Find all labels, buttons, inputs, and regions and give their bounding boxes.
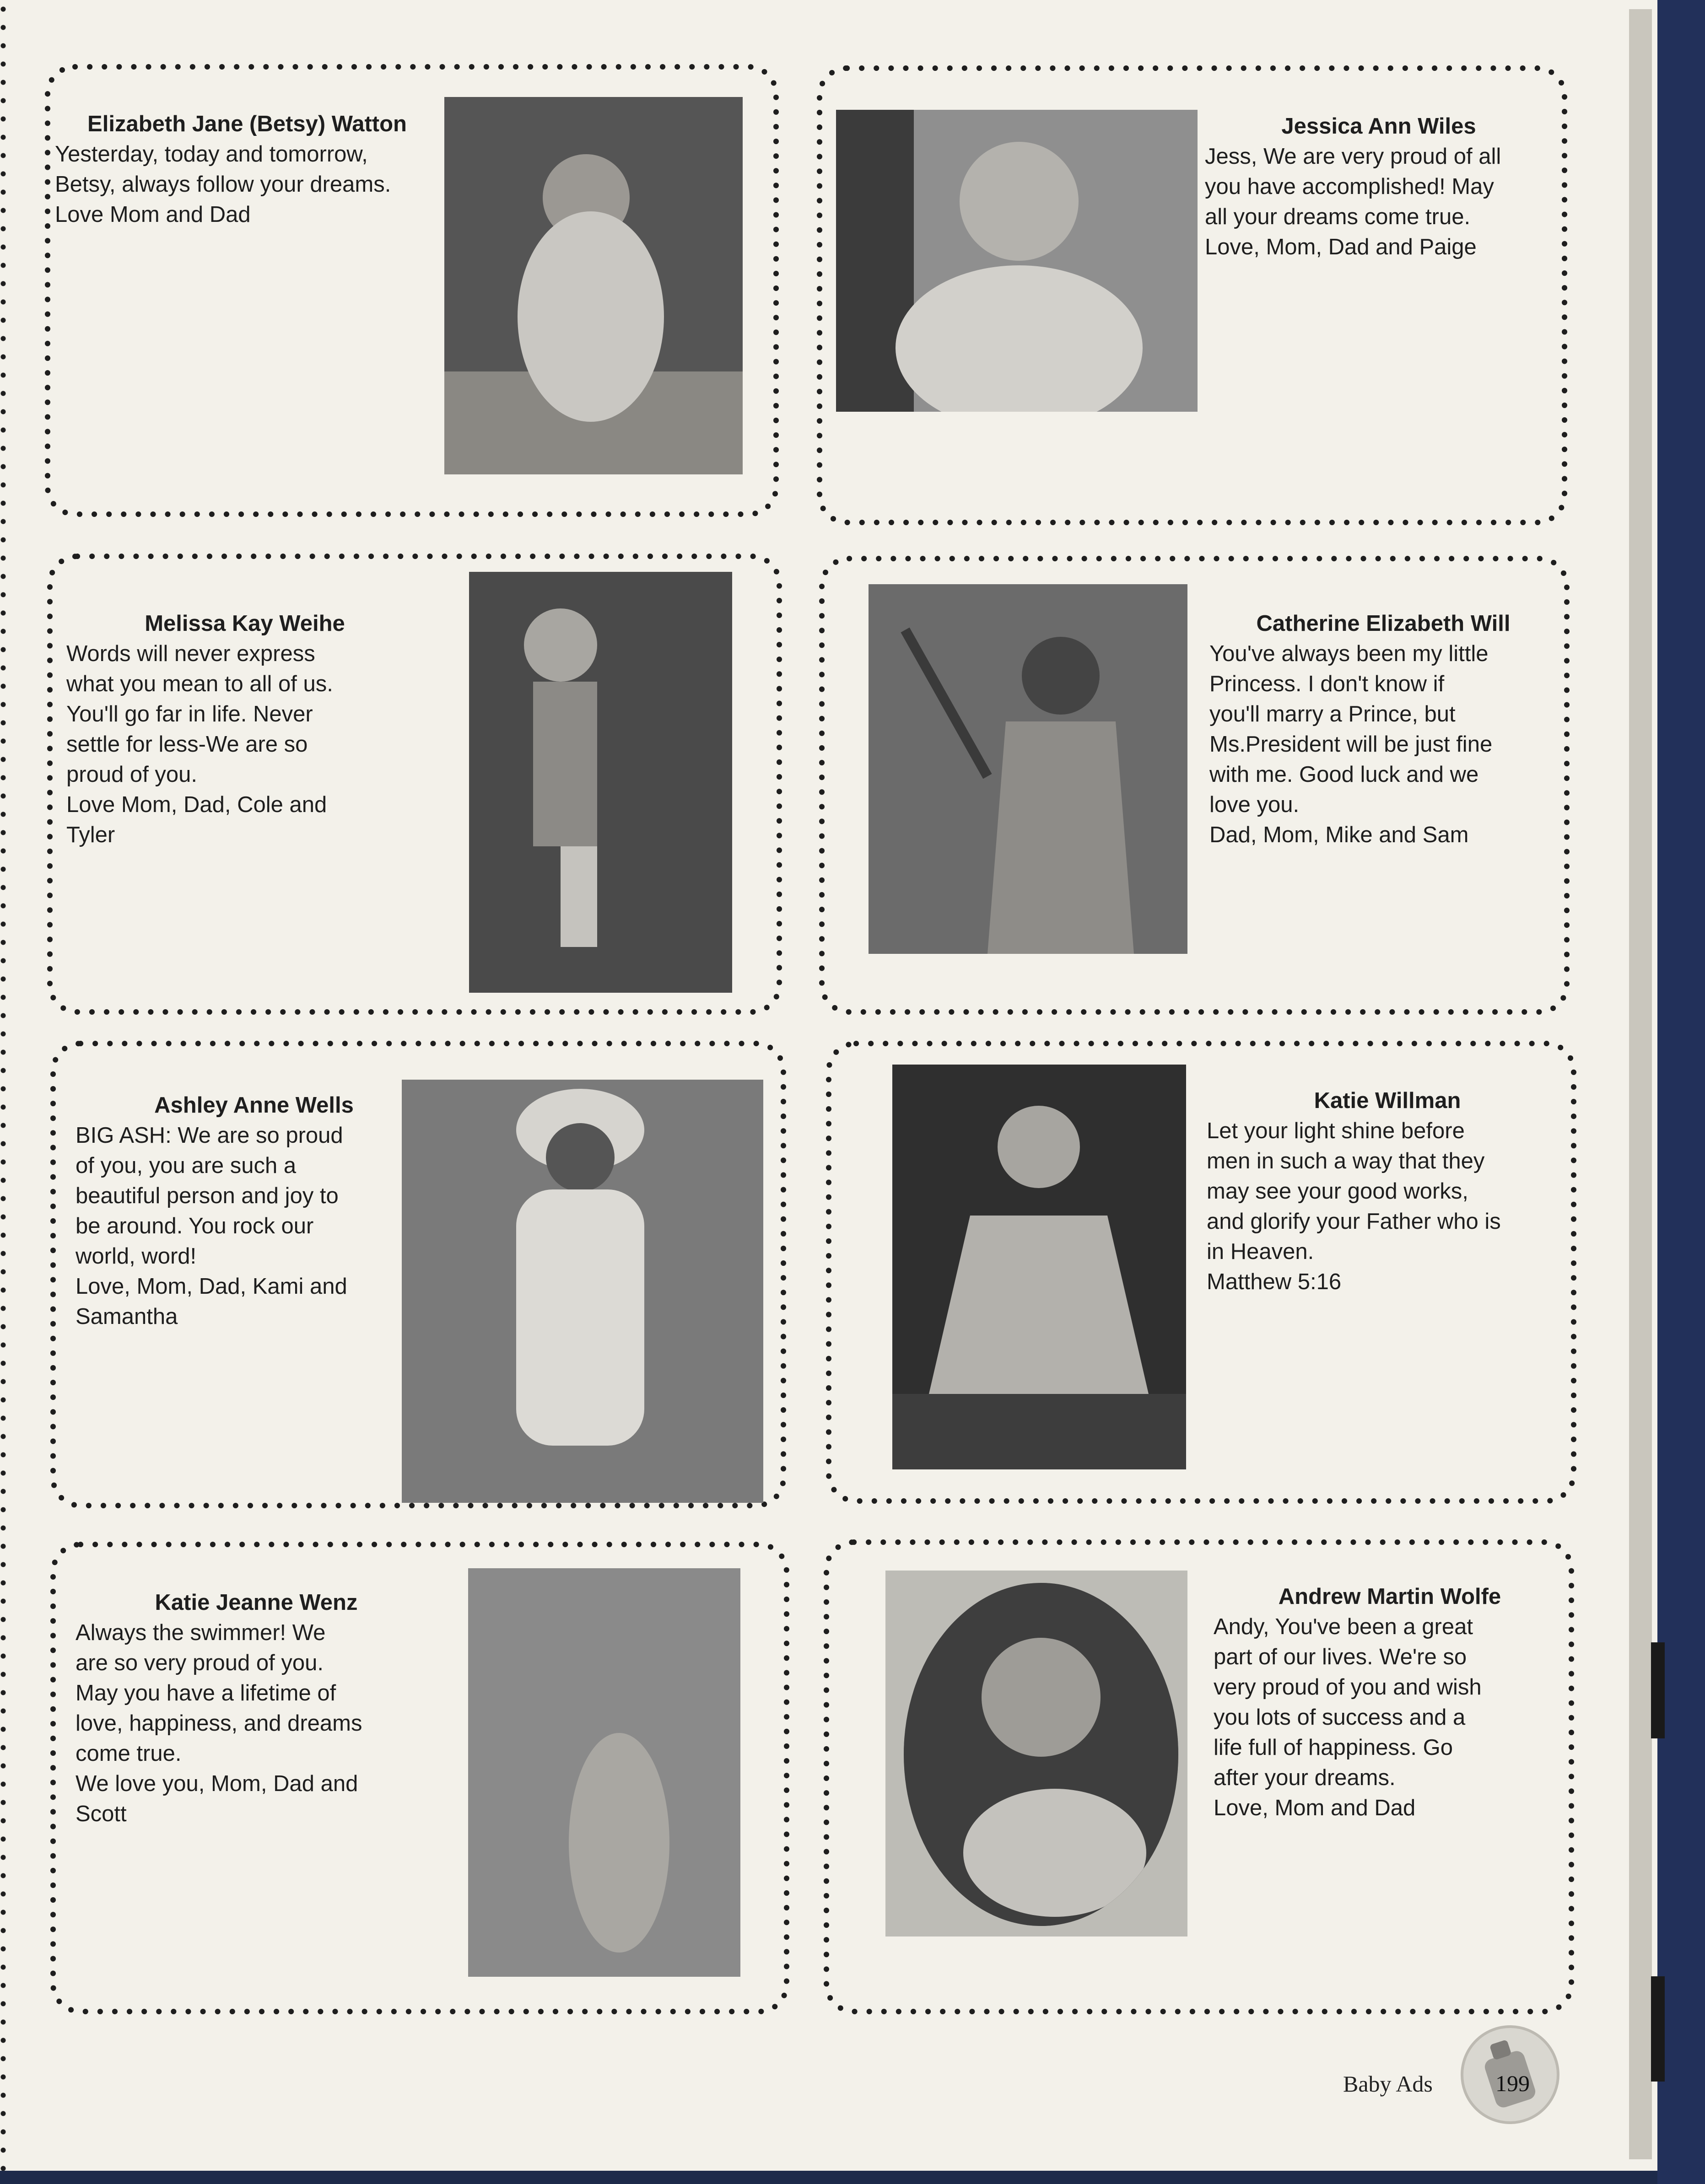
page-number: 199 [1495,2071,1530,2096]
ad-message-line: you have accomplished! May [1205,174,1494,199]
ad-name: Ashley Anne Wells [154,1093,354,1118]
baby-ad-card [826,1041,1576,1504]
baby-ad-card [824,1539,1574,2014]
baby-photo [904,1583,1178,1926]
baby-photo [468,1568,740,1977]
ad-message-line: are so very proud of you. [76,1651,324,1675]
ad-message-line: life full of happiness. Go [1214,1735,1453,1760]
ad-name: Catherine Elizabeth Will [1256,611,1511,636]
ad-text [66,608,423,850]
ad-message-line: Love, Mom, Dad and Paige [1205,235,1477,259]
ad-message-line: what you mean to all of us. [66,672,333,696]
ad-message-line: men in such a way that they [1207,1149,1485,1173]
ad-message-line: Samantha [76,1304,178,1329]
ad-message-line: proud of you. [66,762,198,787]
ad-message-line: love, happiness, and dreams [76,1711,362,1736]
baby-photo [892,1065,1186,1469]
ad-message-line: Love Mom, Dad, Cole and [66,792,327,817]
ad-message-line: Love Mom and Dad [55,202,251,227]
ad-message-line: be around. You rock our [76,1214,314,1238]
ad-name: Elizabeth Jane (Betsy) Watton [87,112,407,136]
baby-ad-card [45,64,779,517]
ad-message-line: may see your good works, [1207,1179,1468,1204]
ad-message-line: settle for less-We are so [66,732,308,757]
baby-photo [469,572,732,993]
ad-name: Katie Jeanne Wenz [155,1590,358,1615]
ad-message-line: you'll marry a Prince, but [1209,702,1456,726]
ad-message-line: Scott [76,1802,127,1826]
ad-message-line: Ms.President will be just fine [1209,732,1493,757]
ad-message-line: You've always been my little [1209,641,1489,666]
ad-message-line: come true. [76,1741,182,1766]
ad-message-line: Yesterday, today and tomorrow, [55,142,368,167]
baby-ad-card [50,1041,786,1508]
baby-ad-card [817,65,1567,525]
ad-message-line: Love, Mom, Dad, Kami and [76,1274,347,1299]
ad-message-line: Jess, We are very proud of all [1205,144,1501,169]
baby-ad-card [50,1542,789,2014]
ad-message-line: Tyler [66,823,115,847]
ad-name: Katie Willman [1314,1088,1461,1113]
ad-message-line: You'll go far in life. Never [66,702,313,726]
ad-message-line: Matthew 5:16 [1207,1270,1342,1294]
baby-photo [444,97,743,474]
ad-message-line: Betsy, always follow your dreams. [55,172,391,197]
ad-message-line: Words will never express [66,641,315,666]
baby-photo [402,1080,763,1503]
ad-message-line: beautiful person and joy to [76,1183,339,1208]
ad-text [55,109,439,230]
ad-text [1205,111,1553,262]
ad-message-line: We love you, Mom, Dad and [76,1771,358,1796]
ad-message-line: Andy, You've been a great [1214,1614,1473,1639]
ad-message-line: in Heaven. [1207,1239,1314,1264]
ad-message-line: Dad, Mom, Mike and Sam [1209,823,1469,847]
binding-mark [1651,1642,1665,1738]
ad-name: Melissa Kay Weihe [145,611,345,636]
ad-message-line: Let your light shine before [1207,1119,1465,1143]
ad-message-line: and glorify your Father who is [1207,1209,1501,1234]
ad-message-line: part of our lives. We're so [1214,1645,1467,1669]
baby-ad-card [819,556,1570,1015]
ad-message-line: Always the swimmer! We [76,1620,326,1645]
ad-message-line: love you. [1209,792,1300,817]
ad-message-line: very proud of you and wish [1214,1675,1482,1700]
ad-message-line: with me. Good luck and we [1209,762,1479,787]
baby-photo [836,110,1198,412]
binding-mark [1651,1976,1665,2082]
ad-message-line: world, word! [76,1244,197,1269]
binding-edge [1629,9,1652,2159]
ad-message-line: of you, you are such a [76,1153,297,1178]
ad-text [1207,1086,1568,1297]
ad-text [1214,1582,1566,1823]
ad-message-line: after your dreams. [1214,1765,1396,1790]
facing-page-dot-border [0,0,6,2171]
baby-photo [869,584,1187,954]
ad-text [76,1587,437,1829]
ad-name: Andrew Martin Wolfe [1278,1584,1501,1609]
ad-message-line: all your dreams come true. [1205,204,1471,229]
ad-message-line: Love, Mom and Dad [1214,1796,1416,1820]
ad-message-line: Princess. I don't know if [1209,672,1445,696]
ad-message-line: BIG ASH: We are so proud [76,1123,343,1148]
ad-name: Jessica Ann Wiles [1281,114,1476,139]
ad-text [1209,608,1557,850]
ad-text [76,1090,432,1332]
ad-message-line: you lots of success and a [1214,1705,1466,1730]
ad-message-line: May you have a lifetime of [76,1681,336,1705]
section-label: Baby Ads [1343,2071,1433,2097]
baby-ad-card [47,554,782,1015]
book-spine [1657,0,1705,2184]
